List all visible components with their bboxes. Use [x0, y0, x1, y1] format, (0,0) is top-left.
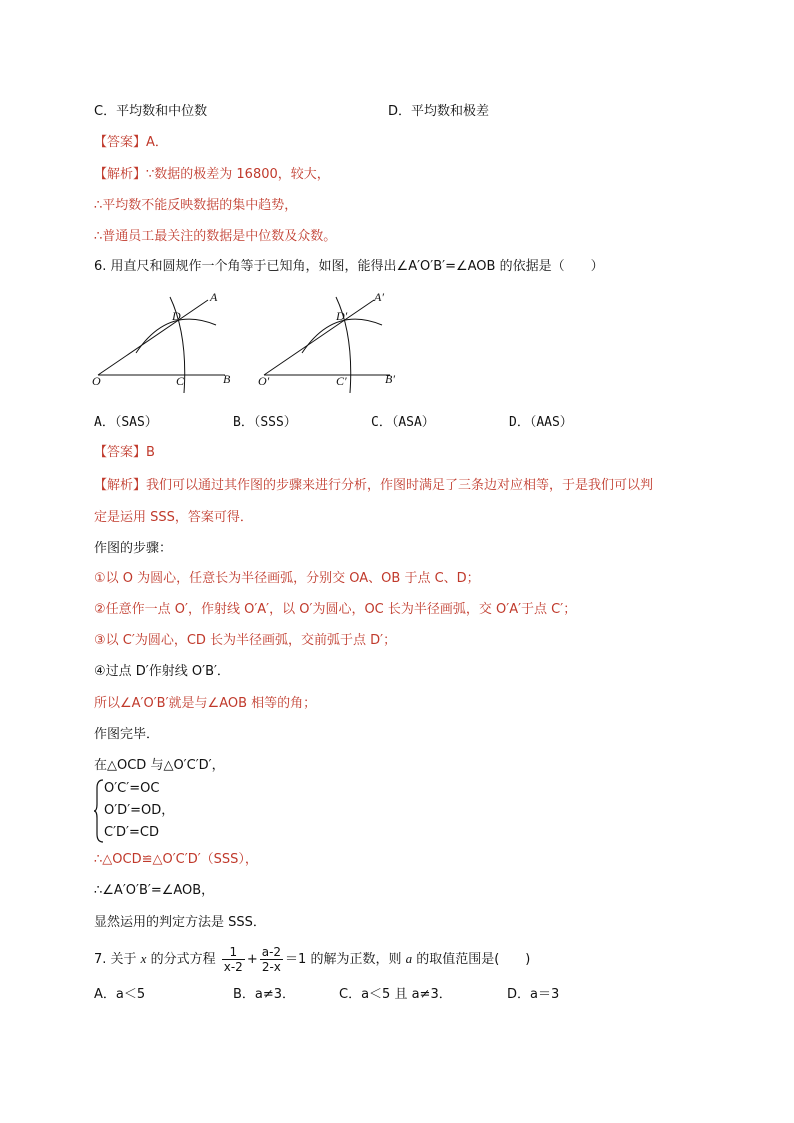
system-row-1: O′C′=OC — [104, 781, 160, 796]
q7-stem-after-eq: ＝1 的解为正数，则 — [285, 952, 406, 967]
q6-step4: ④过点 D′作射线 O′B′． — [94, 664, 230, 679]
q5-analysis-line2: ∴平均数不能反映数据的集中趋势， — [94, 198, 298, 213]
label-c: C — [176, 374, 185, 388]
label-c-prime: C′ — [336, 374, 347, 388]
label-a: A — [210, 290, 218, 304]
q7-frac2-num: a-2 — [261, 945, 282, 959]
label-b: B — [223, 372, 231, 386]
q7-option-c: C．a＜5 且 a≠3． — [339, 987, 452, 1002]
q6-option-b: B．（SSS） — [233, 415, 297, 430]
q6-conclusion2: 作图完毕． — [94, 727, 160, 742]
q7-stem-prefix: 7. 关于 — [94, 952, 141, 967]
q6-step3: ③以 C′为圆心，CD 长为半径画弧，交前弧于点 D′； — [94, 633, 397, 648]
q7-frac1-den: x-2 — [223, 960, 243, 974]
q7-stem — [94, 944, 530, 975]
q7-fraction-2 — [260, 945, 283, 974]
label-b-prime: B′ — [385, 372, 395, 386]
q6-analysis-line1: 【解析】我们可以通过其作图的步骤来进行分析，作图时满足了三条边对应相等，于是我们可以判 — [94, 478, 654, 493]
q6-equation-system — [94, 778, 234, 844]
q6-stem: 6. 用直尺和圆规作一个角等于已知角，如图，能得出∠A′O′B′=∠AOB 的依据是（ ） — [94, 259, 604, 274]
q7-var-a: a — [405, 951, 413, 966]
label-a-prime: A′ — [374, 290, 384, 304]
q6-angle-equal: ∴∠A′O′B′=∠AOB， — [94, 883, 215, 898]
q7-var-x: x — [140, 951, 147, 966]
q7-stem-suffix: 的取值范围是( ) — [412, 952, 531, 967]
label-o-prime: O′ — [258, 374, 270, 388]
label-o: O — [92, 374, 101, 388]
q6-conclusion1: 所以∠A′O′B′就是与∠AOB 相等的角； — [94, 696, 317, 711]
q6-option-c: C．（ASA） — [371, 415, 435, 430]
q5-answer: 【答案】A． — [94, 135, 168, 150]
q7-option-d: D．a＝3 — [507, 987, 560, 1002]
q6-analysis-line2: 定是运用 SSS，答案可得． — [94, 510, 253, 525]
q5-option-c: C．平均数和中位数 — [94, 104, 208, 119]
q6-steps-title: 作图的步骤： — [94, 541, 173, 556]
figure-angle-a-o-b-prime — [258, 290, 395, 393]
q7-fraction-1 — [222, 945, 245, 974]
q6-step1: ①以 O 为圆心，任意长为半径画弧，分别交 OA、OB 于点 C、D； — [94, 571, 480, 586]
system-row-2: O′D′=OD， — [104, 803, 175, 818]
q6-triangle-intro: 在△OCD 与△O′C′D′， — [94, 758, 225, 773]
q6-step2: ②任意作一点 O′，作射线 O′A′，以 O′为圆心，OC 长为半径画弧，交 O′A′于点 C′； — [94, 602, 577, 617]
q5-analysis-line1: 【解析】∵数据的极差为 16800，较大， — [94, 167, 330, 182]
q6-final: 显然运用的判定方法是 SSS． — [94, 915, 266, 930]
q6-figure — [88, 285, 418, 395]
q6-option-d: D．（AAS） — [509, 415, 573, 430]
q6-congruent: ∴△OCD≌△O′C′D′（SSS）， — [94, 852, 258, 867]
left-brace — [94, 778, 104, 844]
q6-option-a: A．（SAS） — [94, 415, 158, 430]
q6-answer: 【答案】B — [94, 445, 155, 460]
q7-frac1-num: 1 — [222, 945, 245, 960]
q7-option-a: A．a＜5 — [94, 987, 146, 1002]
q7-plus: + — [246, 952, 258, 967]
q5-analysis-line3: ∴普通员工最关注的数据是中位数及众数。 — [94, 229, 337, 244]
q7-option-b: B．a≠3． — [233, 987, 296, 1002]
system-row-3: C′D′=CD — [104, 825, 159, 840]
q7-frac2-den: 2-x — [261, 960, 281, 974]
figure-angle-aob — [92, 290, 231, 393]
label-d: D — [172, 309, 181, 323]
q5-option-d: D．平均数和极差 — [388, 104, 490, 119]
label-d-prime: D′ — [336, 309, 348, 323]
q7-stem-mid: 的分式方程 — [146, 952, 216, 967]
